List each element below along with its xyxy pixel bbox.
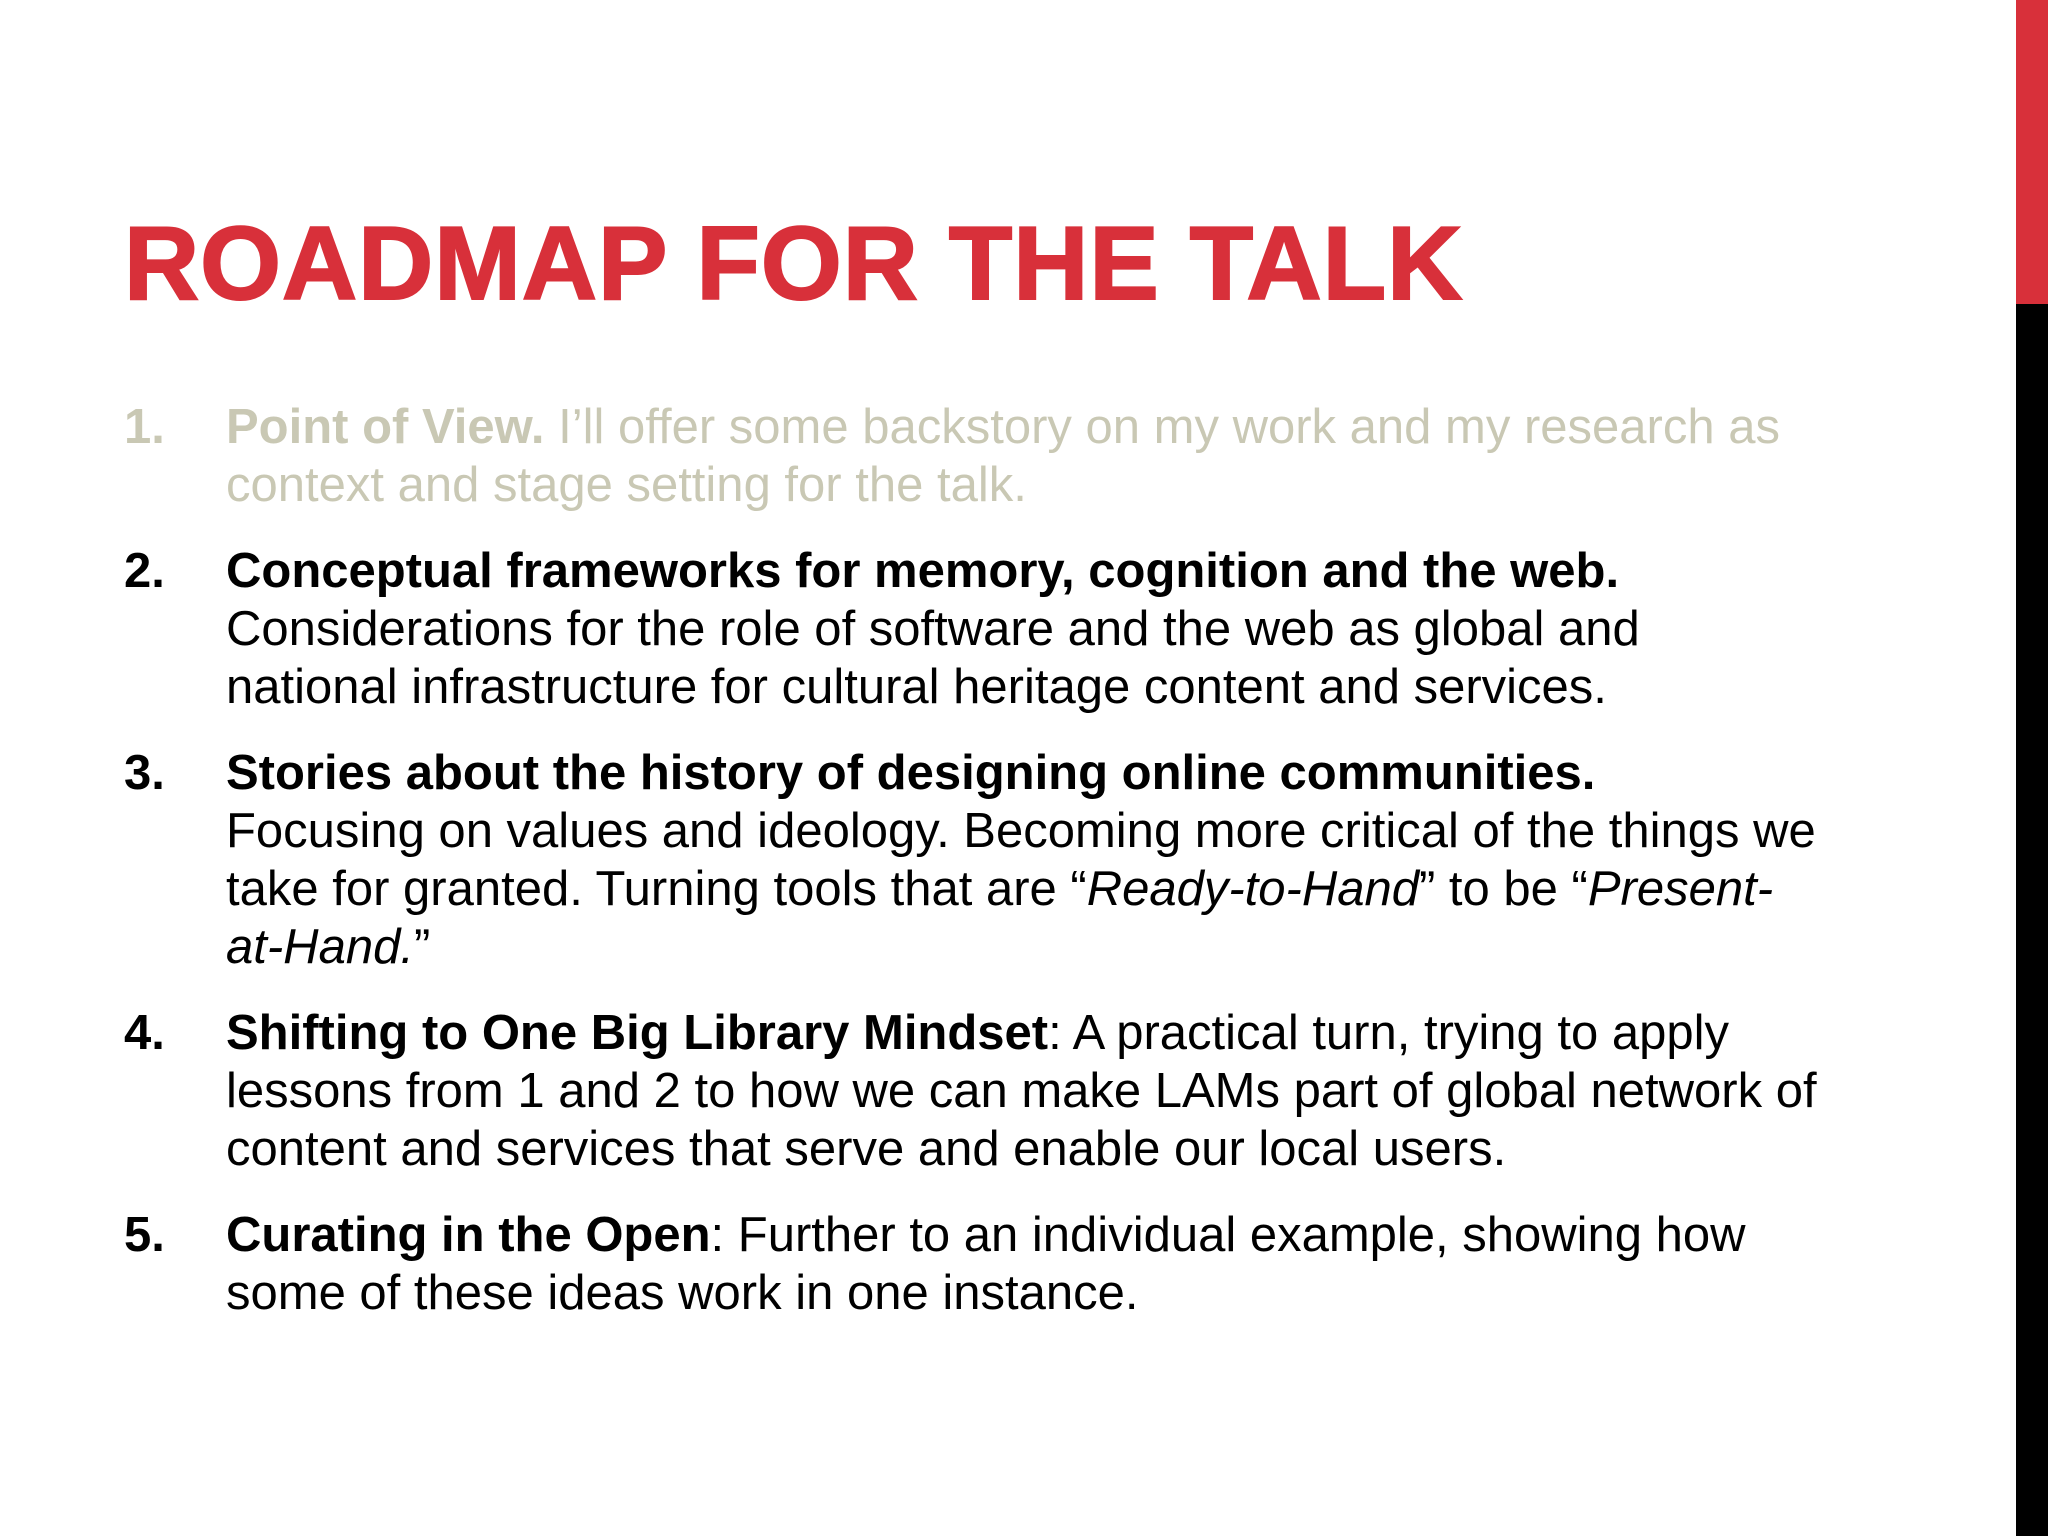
item-number: 2. bbox=[124, 544, 165, 598]
agenda-item-point-of-view bbox=[124, 398, 1824, 514]
item-text: ” to be “ bbox=[1419, 862, 1588, 916]
italic-term: Present-at-Hand. bbox=[226, 862, 1774, 974]
agenda-item-one-big-library bbox=[124, 1004, 1824, 1178]
item-text: Considerations for the role of software and the web as global and national infrastructure for cultural heritage content and services. bbox=[226, 602, 1640, 714]
accent-sidebar-black bbox=[2016, 304, 2048, 1536]
agenda-item-online-communities bbox=[124, 744, 1824, 976]
item-content bbox=[226, 542, 1824, 716]
item-text: Focusing on values and ideology. Becoming more critical of the things we take for granted. Turning tools that are “ bbox=[226, 804, 1816, 916]
agenda-item-curating-in-the-open bbox=[124, 1206, 1824, 1322]
item-heading: Shifting to One Big Library Mindset bbox=[226, 1006, 1049, 1060]
agenda-item-conceptual-frameworks bbox=[124, 542, 1824, 716]
item-text: I’ll offer some backstory on my work and my research as context and stage setting for the talk. bbox=[226, 400, 1780, 512]
italic-term: Ready-to-Hand bbox=[1086, 862, 1419, 916]
item-heading: Stories about the history of designing online communities. bbox=[226, 746, 1596, 800]
slide-title: ROADMAP FOR THE TALK bbox=[124, 206, 1464, 322]
accent-sidebar-red bbox=[2016, 0, 2048, 304]
item-number: 1. bbox=[124, 400, 165, 454]
agenda-list bbox=[124, 398, 1824, 1350]
item-heading: Point of View. bbox=[226, 400, 545, 454]
item-content bbox=[226, 1004, 1824, 1178]
item-content bbox=[226, 744, 1824, 976]
item-heading: Conceptual frameworks for memory, cognition and the web. bbox=[226, 544, 1620, 598]
item-content bbox=[226, 1206, 1824, 1322]
item-number: 4. bbox=[124, 1006, 165, 1060]
item-heading: Curating in the Open bbox=[226, 1208, 711, 1262]
item-text: : Further to an individual example, showing how some of these ideas work in one instance. bbox=[226, 1208, 1746, 1320]
item-number: 3. bbox=[124, 746, 165, 800]
item-text: ” bbox=[413, 920, 431, 974]
item-number: 5. bbox=[124, 1208, 165, 1262]
item-content bbox=[226, 398, 1824, 514]
item-text: : A practical turn, trying to apply lessons from 1 and 2 to how we can make LAMs part of global network of content and services that serve and enable our local users. bbox=[226, 1006, 1817, 1176]
